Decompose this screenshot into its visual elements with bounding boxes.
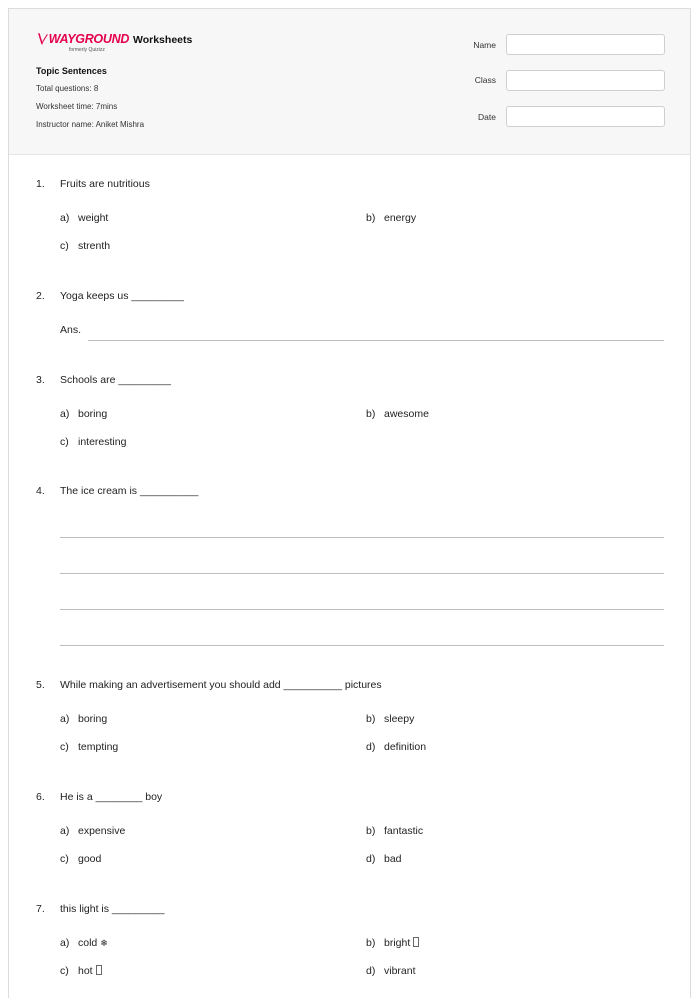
writing-line[interactable] [60, 609, 664, 610]
question-number: 3. [36, 374, 45, 386]
question-text: The ice cream is __________ [60, 485, 199, 497]
option-a[interactable]: a) weight [60, 212, 109, 224]
option-b[interactable]: b) fantastic [366, 825, 424, 837]
total-questions: Total questions: 8 [36, 84, 99, 93]
option-c[interactable]: c) hot [60, 965, 102, 977]
worksheet [8, 8, 691, 998]
option-c[interactable]: c) interesting [60, 436, 127, 448]
class-field[interactable] [506, 70, 665, 91]
class-label: Class [474, 75, 496, 85]
missing-glyph-icon [413, 937, 419, 947]
worksheet-topic: Topic Sentences [36, 66, 107, 76]
answer-label: Ans. [60, 324, 82, 336]
missing-glyph-icon [96, 965, 102, 975]
question-number: 1. [36, 178, 45, 190]
instructor-name: Instructor name: Aniket Mishra [36, 120, 145, 129]
name-label: Name [473, 40, 496, 50]
question-number: 7. [36, 903, 45, 915]
question-text: this light is _________ [60, 903, 165, 915]
writing-line[interactable] [60, 537, 664, 538]
option-b[interactable]: b) bright [366, 937, 419, 949]
name-field[interactable] [506, 34, 665, 55]
option-b[interactable]: b) sleepy [366, 713, 415, 725]
question-text: While making an advertisement you should add __________ pictures [60, 679, 382, 691]
question-number: 4. [36, 485, 45, 497]
wayground-logo [36, 31, 128, 61]
worksheet-header [9, 9, 690, 155]
writing-line[interactable] [60, 573, 664, 574]
option-a[interactable]: a) boring [60, 713, 108, 725]
question-text: Schools are _________ [60, 374, 171, 386]
option-d[interactable]: d) bad [366, 853, 402, 865]
worksheet-time: Worksheet time: 7mins [36, 102, 118, 111]
option-c[interactable]: c) strenth [60, 240, 111, 252]
option-a[interactable]: a) cold ❄ [60, 937, 108, 949]
question-text: Fruits are nutritious [60, 178, 150, 190]
option-d[interactable]: d) vibrant [366, 965, 416, 977]
question-text: Yoga keeps us _________ [60, 290, 184, 302]
answer-line[interactable] [88, 340, 664, 341]
option-c[interactable]: c) tempting [60, 741, 119, 753]
option-a[interactable]: a) expensive [60, 825, 126, 837]
question-number: 2. [36, 290, 45, 302]
option-c[interactable]: c) good [60, 853, 102, 865]
writing-line[interactable] [60, 645, 664, 646]
question-number: 6. [36, 791, 45, 803]
date-field[interactable] [506, 106, 665, 127]
app-title: Worksheets [133, 34, 193, 46]
option-a[interactable]: a) boring [60, 408, 108, 420]
option-d[interactable]: d) definition [366, 741, 427, 753]
logo-mark: ∖∕ WAYGROUND [36, 32, 130, 46]
option-b[interactable]: b) energy [366, 212, 417, 224]
date-label: Date [478, 112, 496, 122]
question-text: He is a ________ boy [60, 791, 163, 803]
logo-subtext: formerly Quizizz [69, 47, 105, 53]
question-number: 5. [36, 679, 45, 691]
snowflake-icon: ❄ [100, 938, 108, 948]
option-b[interactable]: b) awesome [366, 408, 429, 420]
